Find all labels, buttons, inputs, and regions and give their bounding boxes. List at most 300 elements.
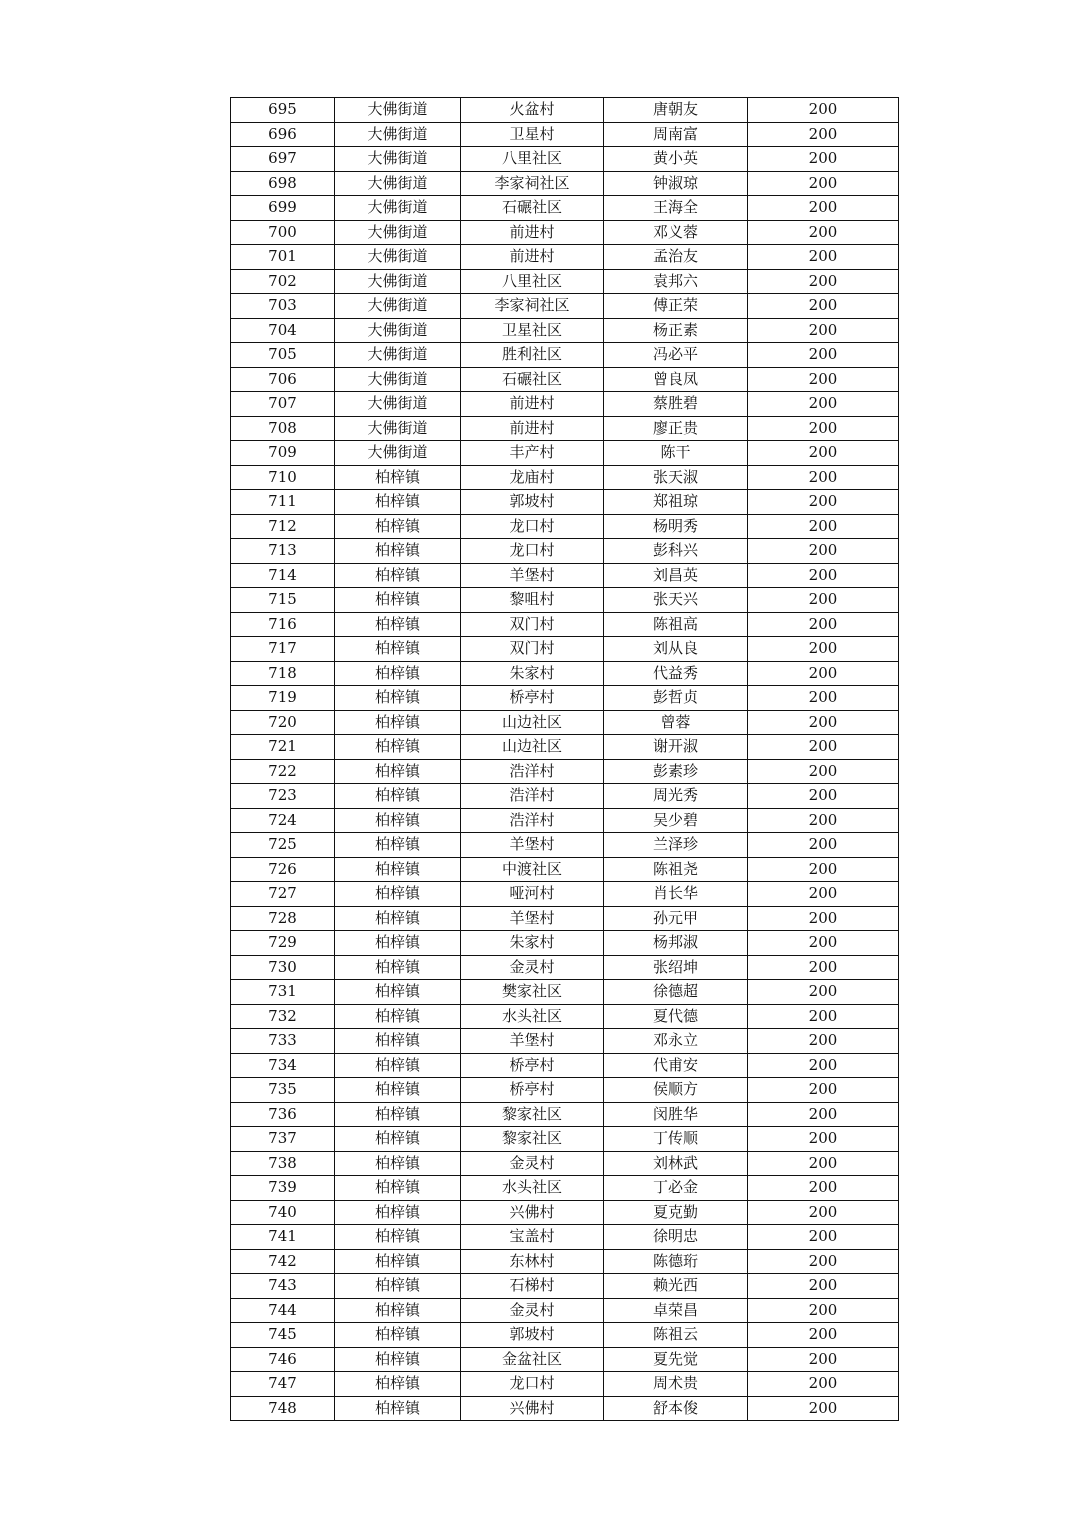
- amount-cell: 200: [748, 661, 899, 686]
- name-cell: 杨正素: [604, 318, 748, 343]
- row-number-cell: 703: [231, 294, 335, 319]
- row-number-cell: 721: [231, 735, 335, 760]
- row-number-cell: 723: [231, 784, 335, 809]
- name-cell: 徐德超: [604, 980, 748, 1005]
- row-number-cell: 724: [231, 808, 335, 833]
- name-cell: 刘林武: [604, 1151, 748, 1176]
- name-cell: 丁必金: [604, 1176, 748, 1201]
- row-number-cell: 726: [231, 857, 335, 882]
- street-town-cell: 柏梓镇: [335, 1102, 461, 1127]
- street-town-cell: 柏梓镇: [335, 1396, 461, 1421]
- amount-cell: 200: [748, 1274, 899, 1299]
- street-town-cell: 柏梓镇: [335, 1176, 461, 1201]
- street-town-cell: 柏梓镇: [335, 1151, 461, 1176]
- row-number-cell: 709: [231, 441, 335, 466]
- table-row: [231, 1323, 899, 1348]
- street-town-cell: 柏梓镇: [335, 1274, 461, 1299]
- name-cell: 吴少碧: [604, 808, 748, 833]
- street-town-cell: 柏梓镇: [335, 686, 461, 711]
- name-cell: 谢开淑: [604, 735, 748, 760]
- amount-cell: 200: [748, 122, 899, 147]
- street-town-cell: 大佛街道: [335, 367, 461, 392]
- village-cell: 山边社区: [461, 735, 604, 760]
- village-cell: 龙口村: [461, 539, 604, 564]
- amount-cell: 200: [748, 808, 899, 833]
- row-number-cell: 738: [231, 1151, 335, 1176]
- street-town-cell: 大佛街道: [335, 416, 461, 441]
- row-number-cell: 715: [231, 588, 335, 613]
- name-cell: 肖长华: [604, 882, 748, 907]
- amount-cell: 200: [748, 220, 899, 245]
- amount-cell: 200: [748, 980, 899, 1005]
- table-row: [231, 1200, 899, 1225]
- name-cell: 刘从良: [604, 637, 748, 662]
- street-town-cell: 大佛街道: [335, 196, 461, 221]
- village-cell: 丰产村: [461, 441, 604, 466]
- street-town-cell: 大佛街道: [335, 220, 461, 245]
- name-cell: 夏克勤: [604, 1200, 748, 1225]
- village-cell: 水头社区: [461, 1176, 604, 1201]
- village-cell: 卫星社区: [461, 318, 604, 343]
- amount-cell: 200: [748, 1029, 899, 1054]
- table-row: [231, 637, 899, 662]
- name-cell: 唐朝友: [604, 98, 748, 123]
- name-cell: 冯必平: [604, 343, 748, 368]
- row-number-cell: 711: [231, 490, 335, 515]
- name-cell: 陈祖高: [604, 612, 748, 637]
- village-cell: 黎家社区: [461, 1102, 604, 1127]
- table-row: [231, 1029, 899, 1054]
- village-cell: 李家祠社区: [461, 171, 604, 196]
- amount-cell: 200: [748, 147, 899, 172]
- name-cell: 周术贵: [604, 1372, 748, 1397]
- amount-cell: 200: [748, 1004, 899, 1029]
- street-town-cell: 柏梓镇: [335, 1372, 461, 1397]
- row-number-cell: 744: [231, 1298, 335, 1323]
- amount-cell: 200: [748, 612, 899, 637]
- street-town-cell: 柏梓镇: [335, 1053, 461, 1078]
- row-number-cell: 719: [231, 686, 335, 711]
- village-cell: 羊堡村: [461, 563, 604, 588]
- street-town-cell: 柏梓镇: [335, 1347, 461, 1372]
- amount-cell: 200: [748, 686, 899, 711]
- amount-cell: 200: [748, 931, 899, 956]
- village-cell: 龙口村: [461, 514, 604, 539]
- street-town-cell: 柏梓镇: [335, 1127, 461, 1152]
- name-cell: 彭科兴: [604, 539, 748, 564]
- amount-cell: 200: [748, 294, 899, 319]
- village-cell: 卫星村: [461, 122, 604, 147]
- row-number-cell: 712: [231, 514, 335, 539]
- village-cell: 浩洋村: [461, 759, 604, 784]
- street-town-cell: 柏梓镇: [335, 1249, 461, 1274]
- row-number-cell: 741: [231, 1225, 335, 1250]
- table-row: [231, 465, 899, 490]
- table-row: [231, 1249, 899, 1274]
- village-cell: 东林村: [461, 1249, 604, 1274]
- name-cell: 徐明忠: [604, 1225, 748, 1250]
- amount-cell: 200: [748, 98, 899, 123]
- village-cell: 羊堡村: [461, 906, 604, 931]
- table-row: [231, 833, 899, 858]
- amount-cell: 200: [748, 784, 899, 809]
- table-row: [231, 980, 899, 1005]
- village-cell: 朱家村: [461, 661, 604, 686]
- row-number-cell: 710: [231, 465, 335, 490]
- street-town-cell: 柏梓镇: [335, 1298, 461, 1323]
- amount-cell: 200: [748, 416, 899, 441]
- street-town-cell: 柏梓镇: [335, 931, 461, 956]
- row-number-cell: 705: [231, 343, 335, 368]
- village-cell: 哑河村: [461, 882, 604, 907]
- street-town-cell: 柏梓镇: [335, 906, 461, 931]
- row-number-cell: 696: [231, 122, 335, 147]
- street-town-cell: 柏梓镇: [335, 1323, 461, 1348]
- table-row: [231, 416, 899, 441]
- village-cell: 羊堡村: [461, 833, 604, 858]
- village-cell: 龙口村: [461, 1372, 604, 1397]
- name-cell: 丁传顺: [604, 1127, 748, 1152]
- row-number-cell: 720: [231, 710, 335, 735]
- village-cell: 金灵村: [461, 1298, 604, 1323]
- street-town-cell: 柏梓镇: [335, 1200, 461, 1225]
- village-cell: 宝盖村: [461, 1225, 604, 1250]
- row-number-cell: 743: [231, 1274, 335, 1299]
- street-town-cell: 大佛街道: [335, 441, 461, 466]
- table-row: [231, 269, 899, 294]
- village-cell: 金盆社区: [461, 1347, 604, 1372]
- name-cell: 张天淑: [604, 465, 748, 490]
- name-cell: 王海全: [604, 196, 748, 221]
- amount-cell: 200: [748, 343, 899, 368]
- name-cell: 张绍坤: [604, 955, 748, 980]
- street-town-cell: 大佛街道: [335, 245, 461, 270]
- street-town-cell: 大佛街道: [335, 318, 461, 343]
- street-town-cell: 柏梓镇: [335, 563, 461, 588]
- name-cell: 蔡胜碧: [604, 392, 748, 417]
- village-cell: 黎咀村: [461, 588, 604, 613]
- name-cell: 兰泽珍: [604, 833, 748, 858]
- row-number-cell: 706: [231, 367, 335, 392]
- amount-cell: 200: [748, 392, 899, 417]
- row-number-cell: 704: [231, 318, 335, 343]
- table-row: [231, 294, 899, 319]
- table-row: [231, 196, 899, 221]
- row-number-cell: 722: [231, 759, 335, 784]
- amount-cell: 200: [748, 833, 899, 858]
- name-cell: 周南富: [604, 122, 748, 147]
- name-cell: 曾蓉: [604, 710, 748, 735]
- row-number-cell: 717: [231, 637, 335, 662]
- row-number-cell: 737: [231, 1127, 335, 1152]
- row-number-cell: 695: [231, 98, 335, 123]
- amount-cell: 200: [748, 539, 899, 564]
- amount-cell: 200: [748, 1323, 899, 1348]
- village-cell: 胜利社区: [461, 343, 604, 368]
- name-cell: 邓义蓉: [604, 220, 748, 245]
- name-cell: 黄小英: [604, 147, 748, 172]
- table-row: [231, 367, 899, 392]
- name-cell: 侯顺方: [604, 1078, 748, 1103]
- village-cell: 山边社区: [461, 710, 604, 735]
- amount-cell: 200: [748, 318, 899, 343]
- table-row: [231, 882, 899, 907]
- name-cell: 卓荣昌: [604, 1298, 748, 1323]
- row-number-cell: 734: [231, 1053, 335, 1078]
- table-row: [231, 318, 899, 343]
- amount-cell: 200: [748, 857, 899, 882]
- table-row: [231, 588, 899, 613]
- amount-cell: 200: [748, 1053, 899, 1078]
- table-row: [231, 1004, 899, 1029]
- row-number-cell: 697: [231, 147, 335, 172]
- street-town-cell: 大佛街道: [335, 269, 461, 294]
- row-number-cell: 732: [231, 1004, 335, 1029]
- table-row: [231, 122, 899, 147]
- amount-cell: 200: [748, 588, 899, 613]
- street-town-cell: 大佛街道: [335, 122, 461, 147]
- row-number-cell: 730: [231, 955, 335, 980]
- row-number-cell: 725: [231, 833, 335, 858]
- street-town-cell: 大佛街道: [335, 98, 461, 123]
- street-town-cell: 大佛街道: [335, 392, 461, 417]
- table-row: [231, 1176, 899, 1201]
- name-cell: 钟淑琼: [604, 171, 748, 196]
- village-cell: 前进村: [461, 392, 604, 417]
- name-cell: 陈德珩: [604, 1249, 748, 1274]
- village-cell: 金灵村: [461, 955, 604, 980]
- table-row: [231, 1127, 899, 1152]
- street-town-cell: 柏梓镇: [335, 759, 461, 784]
- table-row: [231, 857, 899, 882]
- street-town-cell: 柏梓镇: [335, 1029, 461, 1054]
- amount-cell: 200: [748, 171, 899, 196]
- table-row: [231, 514, 899, 539]
- amount-cell: 200: [748, 1347, 899, 1372]
- row-number-cell: 731: [231, 980, 335, 1005]
- table-row: [231, 1078, 899, 1103]
- row-number-cell: 716: [231, 612, 335, 637]
- table-body: [231, 98, 899, 1421]
- village-cell: 石碾社区: [461, 367, 604, 392]
- name-cell: 刘昌英: [604, 563, 748, 588]
- table-row: [231, 612, 899, 637]
- name-cell: 曾良凤: [604, 367, 748, 392]
- amount-cell: 200: [748, 563, 899, 588]
- row-number-cell: 698: [231, 171, 335, 196]
- amount-cell: 200: [748, 1078, 899, 1103]
- amount-cell: 200: [748, 245, 899, 270]
- village-cell: 石碾社区: [461, 196, 604, 221]
- row-number-cell: 701: [231, 245, 335, 270]
- amount-cell: 200: [748, 441, 899, 466]
- table-row: [231, 931, 899, 956]
- row-number-cell: 740: [231, 1200, 335, 1225]
- street-town-cell: 柏梓镇: [335, 784, 461, 809]
- table-row: [231, 1102, 899, 1127]
- village-cell: 前进村: [461, 416, 604, 441]
- name-cell: 陈祖尧: [604, 857, 748, 882]
- table-row: [231, 1298, 899, 1323]
- village-cell: 水头社区: [461, 1004, 604, 1029]
- table-row: [231, 343, 899, 368]
- row-number-cell: 718: [231, 661, 335, 686]
- row-number-cell: 733: [231, 1029, 335, 1054]
- village-cell: 桥亭村: [461, 1053, 604, 1078]
- amount-cell: 200: [748, 735, 899, 760]
- table-row: [231, 220, 899, 245]
- table-row: [231, 563, 899, 588]
- table-row: [231, 1347, 899, 1372]
- table-row: [231, 1396, 899, 1421]
- village-cell: 桥亭村: [461, 1078, 604, 1103]
- street-town-cell: 大佛街道: [335, 343, 461, 368]
- street-town-cell: 柏梓镇: [335, 710, 461, 735]
- village-cell: 前进村: [461, 245, 604, 270]
- amount-cell: 200: [748, 710, 899, 735]
- village-cell: 羊堡村: [461, 1029, 604, 1054]
- amount-cell: 200: [748, 490, 899, 515]
- row-number-cell: 748: [231, 1396, 335, 1421]
- row-number-cell: 714: [231, 563, 335, 588]
- amount-cell: 200: [748, 1200, 899, 1225]
- street-town-cell: 柏梓镇: [335, 612, 461, 637]
- village-cell: 浩洋村: [461, 784, 604, 809]
- village-cell: 桥亭村: [461, 686, 604, 711]
- table-row: [231, 392, 899, 417]
- street-town-cell: 柏梓镇: [335, 1225, 461, 1250]
- name-cell: 闵胜华: [604, 1102, 748, 1127]
- row-number-cell: 739: [231, 1176, 335, 1201]
- row-number-cell: 708: [231, 416, 335, 441]
- name-cell: 孙元甲: [604, 906, 748, 931]
- amount-cell: 200: [748, 1151, 899, 1176]
- table-row: [231, 1274, 899, 1299]
- name-cell: 彭素珍: [604, 759, 748, 784]
- amount-cell: 200: [748, 269, 899, 294]
- table-row: [231, 735, 899, 760]
- village-cell: 石梯村: [461, 1274, 604, 1299]
- village-cell: 朱家村: [461, 931, 604, 956]
- row-number-cell: 707: [231, 392, 335, 417]
- street-town-cell: 柏梓镇: [335, 661, 461, 686]
- street-town-cell: 柏梓镇: [335, 833, 461, 858]
- table-row: [231, 147, 899, 172]
- village-cell: 火盆村: [461, 98, 604, 123]
- street-town-cell: 柏梓镇: [335, 514, 461, 539]
- row-number-cell: 747: [231, 1372, 335, 1397]
- table-row: [231, 539, 899, 564]
- table-row: [231, 245, 899, 270]
- table-row: [231, 441, 899, 466]
- name-cell: 孟治友: [604, 245, 748, 270]
- table-row: [231, 686, 899, 711]
- table-row: [231, 1372, 899, 1397]
- village-cell: 八里社区: [461, 147, 604, 172]
- row-number-cell: 736: [231, 1102, 335, 1127]
- village-cell: 双门村: [461, 612, 604, 637]
- row-number-cell: 728: [231, 906, 335, 931]
- amount-cell: 200: [748, 367, 899, 392]
- street-town-cell: 柏梓镇: [335, 955, 461, 980]
- name-cell: 陈干: [604, 441, 748, 466]
- village-cell: 前进村: [461, 220, 604, 245]
- row-number-cell: 727: [231, 882, 335, 907]
- village-cell: 双门村: [461, 637, 604, 662]
- amount-cell: 200: [748, 1225, 899, 1250]
- table-row: [231, 906, 899, 931]
- table-row: [231, 98, 899, 123]
- village-cell: 李家祠社区: [461, 294, 604, 319]
- street-town-cell: 柏梓镇: [335, 808, 461, 833]
- amount-cell: 200: [748, 759, 899, 784]
- amount-cell: 200: [748, 465, 899, 490]
- street-town-cell: 柏梓镇: [335, 490, 461, 515]
- street-town-cell: 柏梓镇: [335, 1004, 461, 1029]
- street-town-cell: 大佛街道: [335, 171, 461, 196]
- data-table: [230, 97, 899, 1421]
- amount-cell: 200: [748, 1176, 899, 1201]
- table-row: [231, 1151, 899, 1176]
- row-number-cell: 713: [231, 539, 335, 564]
- village-cell: 郭坡村: [461, 1323, 604, 1348]
- table-row: [231, 171, 899, 196]
- street-town-cell: 柏梓镇: [335, 465, 461, 490]
- name-cell: 周光秀: [604, 784, 748, 809]
- amount-cell: 200: [748, 1372, 899, 1397]
- street-town-cell: 柏梓镇: [335, 588, 461, 613]
- street-town-cell: 柏梓镇: [335, 882, 461, 907]
- row-number-cell: 735: [231, 1078, 335, 1103]
- table-row: [231, 661, 899, 686]
- row-number-cell: 745: [231, 1323, 335, 1348]
- village-cell: 八里社区: [461, 269, 604, 294]
- village-cell: 郭坡村: [461, 490, 604, 515]
- village-cell: 浩洋村: [461, 808, 604, 833]
- name-cell: 郑祖琼: [604, 490, 748, 515]
- street-town-cell: 柏梓镇: [335, 539, 461, 564]
- name-cell: 傅正荣: [604, 294, 748, 319]
- table-row: [231, 759, 899, 784]
- name-cell: 杨明秀: [604, 514, 748, 539]
- amount-cell: 200: [748, 1249, 899, 1274]
- street-town-cell: 柏梓镇: [335, 735, 461, 760]
- amount-cell: 200: [748, 196, 899, 221]
- name-cell: 杨邦淑: [604, 931, 748, 956]
- name-cell: 夏先觉: [604, 1347, 748, 1372]
- amount-cell: 200: [748, 637, 899, 662]
- table-row: [231, 955, 899, 980]
- name-cell: 袁邦六: [604, 269, 748, 294]
- amount-cell: 200: [748, 1102, 899, 1127]
- street-town-cell: 柏梓镇: [335, 637, 461, 662]
- table-row: [231, 490, 899, 515]
- amount-cell: 200: [748, 882, 899, 907]
- name-cell: 彭哲贞: [604, 686, 748, 711]
- table-row: [231, 784, 899, 809]
- name-cell: 代甫安: [604, 1053, 748, 1078]
- row-number-cell: 746: [231, 1347, 335, 1372]
- amount-cell: 200: [748, 906, 899, 931]
- street-town-cell: 柏梓镇: [335, 1078, 461, 1103]
- name-cell: 邓永立: [604, 1029, 748, 1054]
- table-row: [231, 1053, 899, 1078]
- amount-cell: 200: [748, 1396, 899, 1421]
- street-town-cell: 柏梓镇: [335, 980, 461, 1005]
- village-cell: 中渡社区: [461, 857, 604, 882]
- table-row: [231, 710, 899, 735]
- village-cell: 金灵村: [461, 1151, 604, 1176]
